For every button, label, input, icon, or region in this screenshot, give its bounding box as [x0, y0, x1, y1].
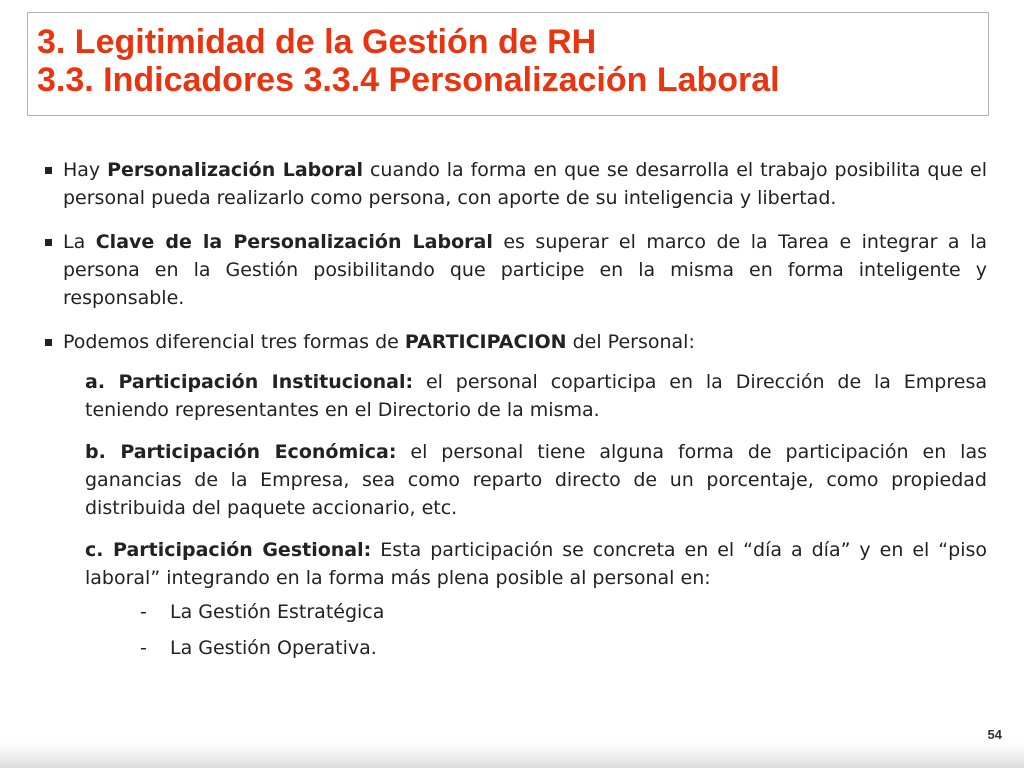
participation-text: el personal coparticipa en la Dirección de la Empresa teniendo representantes en el Directorio de la misma.: [85, 371, 987, 421]
participation-list: [85, 368, 987, 662]
slide-content: [45, 156, 987, 662]
title-line-1: 3. Legitimidad de la Gestión de RH: [37, 23, 597, 61]
bullet-bold-term: Personalización Laboral: [107, 159, 364, 181]
bullet-bold-term: Clave de la Personalización Laboral: [95, 231, 493, 253]
dash-marker: -: [140, 637, 147, 659]
gestion-item-text: La Gestión Operativa.: [170, 637, 377, 659]
title-line-2: 3.3. Indicadores 3.3.4 Personalización Laboral: [37, 61, 780, 99]
square-bullet-icon: [45, 239, 52, 246]
bullet-item: [45, 156, 987, 212]
bullet-prefix: La: [63, 231, 96, 253]
gestion-item: [140, 598, 987, 626]
bullet-suffix: del Personal:: [566, 331, 695, 353]
square-bullet-icon: [45, 339, 52, 346]
page-number: 54: [987, 727, 1002, 742]
participation-item: [85, 368, 987, 424]
gestion-item-text: La Gestión Estratégica: [170, 601, 385, 623]
bullet-suffix: cuando la forma en que se desarrolla el trabajo posibilita que el personal pueda realizarlo como persona, con aporte de su inteligencia y libertad.: [63, 159, 988, 209]
gestion-item: [140, 634, 987, 662]
participation-text: el personal tiene alguna forma de participación en las ganancias de la Empresa, sea como reparto directo de un porcentaje, como propiedad distribuida del paquete accionario, etc.: [85, 441, 987, 519]
square-bullet-icon: [45, 167, 52, 174]
dash-marker: -: [140, 601, 147, 623]
bullet-prefix: Hay: [63, 159, 108, 181]
participation-heading: a. Participación Institucional:: [85, 371, 414, 393]
participation-item: [85, 536, 987, 592]
footer-shadow: [0, 742, 1024, 768]
bullet-item: [45, 328, 987, 356]
participation-heading: c. Participación Gestional:: [85, 539, 372, 561]
participation-item: [85, 438, 987, 522]
participation-text: Esta participación se concreta en el “día a día” y en el “piso laboral” integrando en la forma más plena posible al personal en:: [85, 539, 987, 589]
participation-heading: b. Participación Económica:: [85, 441, 397, 463]
gestion-list: [140, 598, 987, 662]
bullet-suffix: es superar el marco de la Tarea e integrar a la persona en la Gestión posibilitando que participe en la misma en forma inteligente y responsable.: [63, 231, 987, 309]
bullet-item: [45, 228, 987, 312]
title-box: [27, 12, 989, 116]
bullet-bold-term: PARTICIPACION: [404, 331, 567, 353]
bullet-prefix: Podemos diferencial tres formas de: [63, 331, 405, 353]
